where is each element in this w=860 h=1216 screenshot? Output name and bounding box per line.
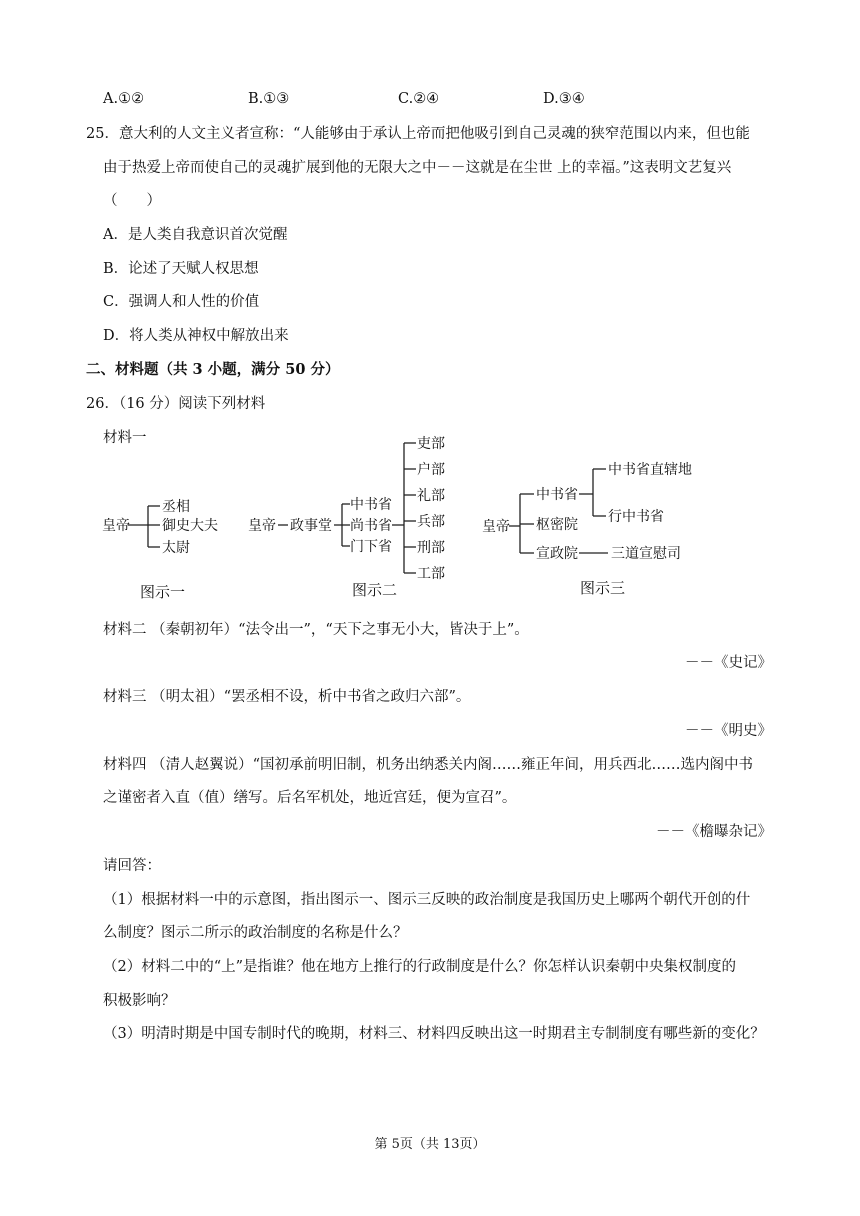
- q25-option-b: B．论述了天赋人权思想: [103, 261, 259, 277]
- q24-option-d: D.③④: [543, 91, 585, 107]
- d3-branch-1: 枢密院: [536, 517, 578, 533]
- d2-bu-1: 户部: [417, 462, 445, 478]
- q26-stem: 26．（16 分）阅读下列材料: [86, 396, 266, 412]
- source4: －－《檐曝杂记》: [656, 824, 772, 840]
- d2-bu-2: 礼部: [417, 488, 445, 504]
- d3-branch-2: 宣政院: [536, 546, 578, 562]
- q24-option-c: C.②④: [398, 91, 440, 107]
- subq2-line2: 积极影响？: [103, 993, 176, 1009]
- d2-bu-0: 吏部: [417, 436, 445, 452]
- d3-sub2: 三道宣慰司: [611, 546, 681, 562]
- q25-stem-line1: 25．意大利的人文主义者宣称：“人能够由于承认上帝而把他吸引到自己灵魂的狭窄范围以内来，但也能: [86, 126, 750, 142]
- d2-mid: 政事堂: [290, 518, 332, 534]
- d2-bu-3: 兵部: [417, 514, 445, 530]
- section-title: 二、材料题（共 3 小题，满分 50 分）: [86, 361, 340, 378]
- d3-branch-0: 中书省: [536, 487, 578, 503]
- d1-root: 皇帝: [102, 518, 130, 534]
- d1-caption: 图示一: [140, 583, 186, 601]
- material4-line1: 材料四 （清人赵翼说）“国初承前明旧制，机务出纳悉关内阁……雍正年间，用兵西北……选内阁中书: [103, 757, 754, 773]
- q25-option-a: A．是人类自我意识首次觉醒: [103, 227, 288, 243]
- q24-option-b: B.①③: [248, 91, 290, 107]
- subq1-line1: （1）根据材料一中的示意图，指出图示一、图示三反映的政治制度是我国历史上哪两个朝代开创的什: [103, 892, 751, 908]
- material1-label: 材料一: [103, 430, 147, 446]
- material2: 材料二 （秦朝初年）“法令出一”，“天下之事无小大，皆决于上”。: [103, 622, 529, 638]
- d3-root: 皇帝: [482, 519, 510, 535]
- material4-line2: 之谨密者入直（值）缮写。后名军机处，地近宫廷，便为宣召”。: [103, 790, 517, 806]
- d2-sheng-1: 尚书省: [350, 518, 392, 534]
- q25-blank: （ ）: [103, 193, 161, 209]
- d2-sheng-0: 中书省: [350, 497, 392, 513]
- d2-bu-4: 刑部: [417, 540, 445, 556]
- subq1-line2: 么制度？图示二所示的政治制度的名称是什么？: [103, 925, 408, 941]
- page-footer: 第 5页（共 13页）: [374, 1137, 486, 1152]
- q25-stem-line2: 由于热爱上帝而使自己的灵魂扩展到他的无限大之中－－这就是在尘世 上的幸福。”这表明文艺复兴: [103, 160, 732, 176]
- d2-bu-5: 工部: [417, 566, 445, 582]
- q24-option-a: A.①②: [103, 91, 145, 107]
- d2-caption: 图示二: [352, 581, 398, 599]
- q25-option-d: D．将人类从神权中解放出来: [103, 328, 289, 344]
- d3-sub1-1: 行中书省: [608, 509, 664, 525]
- government-structure-diagram: [0, 425, 860, 610]
- source2: －－《史记》: [685, 655, 772, 671]
- d1-branch-2: 太尉: [162, 540, 190, 556]
- source3: －－《明史》: [685, 723, 772, 739]
- subq3: （3）明清时期是中国专制时代的晚期，材料三、材料四反映出这一时期君主专制制度有哪些新的变化？: [103, 1026, 765, 1042]
- material3: 材料三 （明太祖）“罢丞相不设，析中书省之政归六部”。: [103, 689, 471, 705]
- subq2-line1: （2）材料二中的“上”是指谁？他在地方上推行的行政制度是什么？你怎样认识秦朝中央集权制度的: [103, 959, 737, 975]
- d2-sheng-2: 门下省: [350, 539, 392, 555]
- d1-branch-1: 御史大夫: [162, 518, 218, 534]
- d3-sub1-0: 中书省直辖地: [608, 462, 692, 478]
- q25-option-c: C．强调人和人性的价值: [103, 294, 260, 310]
- d1-branch-0: 丞相: [162, 499, 190, 515]
- ask-label: 请回答：: [103, 858, 161, 874]
- d2-root: 皇帝: [248, 518, 276, 534]
- d3-caption: 图示三: [580, 579, 626, 597]
